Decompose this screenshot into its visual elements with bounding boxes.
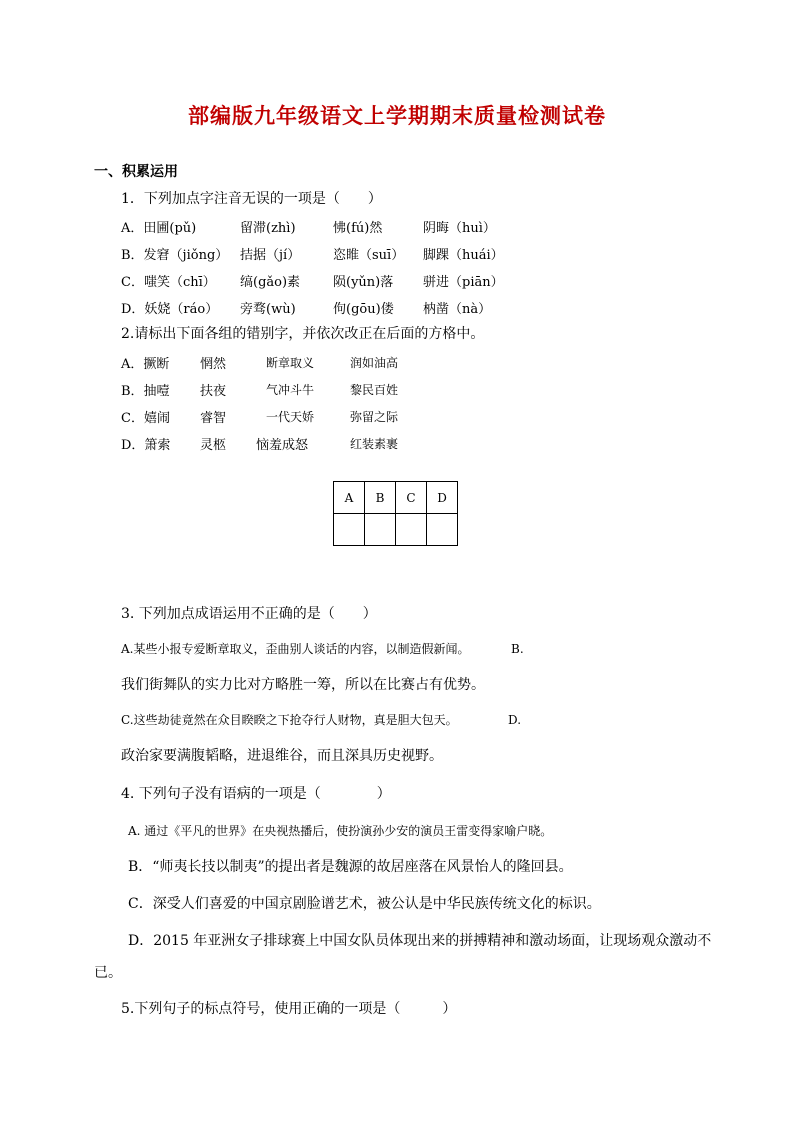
q2-option-c-2: 睿智: [200, 411, 227, 426]
q1-option-c-2: 缟(gǎo)素: [240, 275, 301, 290]
q3-option-a: A.某些小报专爱断章取义，歪曲别人谈话的内容，以制造假新闻。: [121, 642, 470, 656]
grid-header-b: B: [365, 482, 396, 514]
q2-option-b-2: 扶夜: [200, 384, 227, 399]
question-2-stem: 2.请标出下面各组的错别字，并依次改正在后面的方格中。: [121, 326, 485, 342]
question-3-stem: 3. 下列加点成语运用不正确的是（ ）: [121, 606, 377, 622]
grid-answer-cell-a[interactable]: [334, 514, 365, 546]
q3-option-c: C.这些劫徒竟然在众目睽睽之下抢夺行人财物，真是胆大包天。: [121, 713, 458, 727]
q1-option-b-3: 恣睢（suī）: [333, 248, 405, 263]
page-title: 部编版九年级语文上学期期末质量检测试卷: [188, 103, 606, 128]
question-1-stem: 1．下列加点字注音无误的一项是（ ）: [121, 191, 382, 207]
q2-option-d-3: 恼羞成怒: [256, 438, 309, 453]
q1-option-a-3: 怫(fú)然: [333, 221, 383, 236]
q1-option-a-4: 阴晦（huì）: [423, 221, 496, 236]
q3-option-d: 政治家要满腹韬略，进退维谷，而且深具历史视野。: [121, 748, 443, 764]
q2-option-b-3: 气冲斗牛: [266, 383, 315, 397]
q3-option-b: 我们街舞队的实力比对方略胜一筹，所以在比赛占有优势。: [121, 677, 485, 693]
q1-option-a-2: 留滞(zhì): [240, 221, 296, 236]
q2-option-d-2: 灵柩: [200, 438, 227, 453]
q2-option-a-1: A．撅断: [121, 357, 170, 372]
question-4-stem: 4. 下列句子没有语病的一项是（ ）: [121, 786, 391, 802]
q2-option-c-4: 弥留之际: [350, 410, 399, 424]
question-5-stem: 5.下列句子的标点符号，使用正确的一项是（ ）: [121, 1001, 457, 1017]
q2-option-a-3: 断章取义: [266, 356, 315, 370]
grid-header-c: C: [396, 482, 427, 514]
q2-option-b-4: 黎民百姓: [350, 383, 399, 397]
q1-option-d-2: 旁骛(wù): [240, 302, 296, 317]
q1-option-b-1: B．发窘（jiǒng）: [121, 248, 229, 263]
q3-option-b-label: B.: [511, 642, 524, 656]
q1-option-b-4: 脚踝（huái）: [423, 248, 504, 263]
q3-option-d-label: D.: [508, 713, 522, 727]
q2-option-b-1: B．抽噎: [121, 384, 170, 399]
q1-option-c-4: 骈进（piān）: [423, 275, 504, 290]
q2-option-c-1: C．嬉闹: [121, 411, 170, 426]
q1-option-c-3: 陨(yǔn)落: [333, 275, 394, 290]
q2-option-a-2: 惘然: [200, 357, 227, 372]
q1-option-d-1: D．妖娆（ráo）: [121, 302, 219, 317]
q4-option-a: A. 通过《平凡的世界》在央视热播后，使扮演孙少安的演员王雷变得家喻户晓。: [128, 824, 553, 838]
q2-option-d-1: D．箫索: [121, 438, 171, 453]
q1-option-a-1: A．田圃(pǔ): [121, 221, 197, 236]
q1-option-d-4: 枘凿（nà）: [423, 302, 492, 317]
q2-option-d-4: 红装素裹: [350, 437, 399, 451]
q1-option-c-1: C．嗤笑（chī）: [121, 275, 216, 290]
grid-answer-cell-d[interactable]: [427, 514, 458, 546]
q4-option-c: C．深受人们喜爱的中国京剧脸谱艺术，被公认是中华民族传统文化的标识。: [128, 896, 601, 912]
q4-option-d-line1: D．2015 年亚洲女子排球赛上中国女队员体现出来的拼搏精神和激动场面，让现场观众激动不: [128, 933, 712, 949]
q4-option-d-line2: 已。: [94, 965, 122, 981]
grid-answer-cell-c[interactable]: [396, 514, 427, 546]
section-heading: 一、积累运用: [94, 164, 178, 180]
q4-option-b: B．“师夷长技以制夷”的提出者是魏源的故居座落在风景怡人的隆回县。: [128, 859, 573, 875]
grid-header-a: A: [334, 482, 365, 514]
answer-grid: [333, 481, 458, 546]
grid-header-d: D: [427, 482, 458, 514]
grid-answer-cell-b[interactable]: [365, 514, 396, 546]
q2-option-a-4: 润如油高: [350, 356, 399, 370]
q2-option-c-3: 一代天娇: [266, 410, 315, 424]
q1-option-d-3: 佝(gōu)偻: [333, 302, 394, 317]
q1-option-b-2: 拮据（jí）: [240, 248, 301, 263]
